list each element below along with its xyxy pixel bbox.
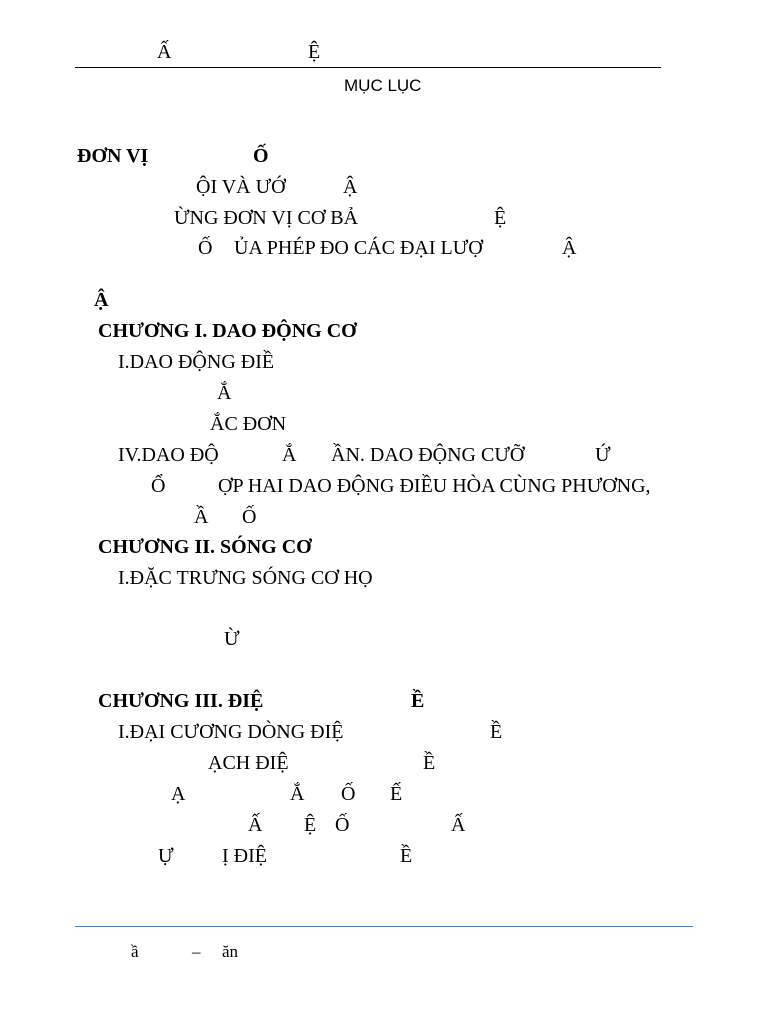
header-rule	[75, 67, 661, 68]
toc-line-3-b[interactable]: ỦA PHÉP ĐO CÁC ĐẠI LƯỢ	[234, 237, 483, 259]
toc-line-9-d[interactable]: Ứ	[595, 444, 611, 466]
header-right-text: Ệ	[308, 41, 321, 63]
toc-line-0-b[interactable]: Ố	[253, 145, 269, 167]
toc-line-16-b[interactable]: Ề	[490, 721, 503, 743]
toc-chapter-2[interactable]: CHƯƠNG II. SÓNG CƠ	[98, 536, 312, 558]
toc-line-19-b[interactable]: Ệ	[304, 814, 317, 836]
toc-line-19-c[interactable]: Ố	[335, 814, 350, 836]
toc-chapter-3-b[interactable]: Ề	[411, 690, 425, 712]
toc-line-2-a[interactable]: ỪNG ĐƠN VỊ CƠ BẢ	[174, 207, 359, 229]
toc-line-10-b[interactable]: ỢP HAI DAO ĐỘNG ĐIỀU HÒA CÙNG PHƯƠNG,	[218, 475, 651, 497]
toc-line-7[interactable]: Ắ	[217, 382, 232, 404]
toc-line-9-c[interactable]: ẦN. DAO ĐỘNG CƯỠ	[331, 444, 525, 466]
toc-line-17-a[interactable]: ẠCH ĐIỆ	[208, 752, 289, 774]
toc-line-4[interactable]: Ậ	[94, 289, 109, 311]
toc-line-1-a[interactable]: ỘI VÀ ƯỚ	[196, 176, 286, 198]
toc-line-13[interactable]: I.ĐẶC TRƯNG SÓNG CƠ HỌ	[118, 567, 373, 589]
toc-line-14[interactable]: Ừ	[224, 628, 240, 650]
toc-line-8[interactable]: ẮC ĐƠN	[210, 413, 287, 435]
toc-line-9-b[interactable]: Ắ	[282, 444, 297, 466]
toc-line-20-b[interactable]: Ị ĐIỆ	[222, 845, 267, 867]
toc-line-3-a[interactable]: Ố	[198, 237, 213, 259]
toc-line-3-c[interactable]: Ậ	[562, 237, 577, 259]
toc-line-18-b[interactable]: Ắ	[290, 783, 305, 805]
toc-line-20-a[interactable]: Ự	[158, 845, 174, 867]
toc-line-18-d[interactable]: Ế	[390, 783, 403, 805]
toc-line-1-b[interactable]: Ậ	[343, 176, 358, 198]
footer-dash: –	[192, 942, 201, 961]
toc-line-9-a[interactable]: IV.DAO ĐỘ	[118, 444, 219, 466]
toc-line-20-c[interactable]: Ề	[400, 845, 413, 867]
toc-line-16-a[interactable]: I.ĐẠI CƯƠNG DÒNG ĐIỆ	[118, 721, 344, 743]
toc-line-11-a[interactable]: Ầ	[194, 506, 209, 528]
footer-rule	[75, 926, 693, 927]
toc-chapter-1[interactable]: CHƯƠNG I. DAO ĐỘNG CƠ	[98, 320, 357, 342]
page-title: MỤC LỤC	[344, 76, 422, 95]
header-left-text: Ấ	[157, 41, 172, 63]
footer-right-text: ăn	[222, 942, 239, 961]
footer-left-text: ầ	[131, 942, 139, 961]
toc-line-19-d[interactable]: Ấ	[451, 814, 466, 836]
toc-line-2-b[interactable]: Ệ	[494, 207, 507, 229]
toc-line-18-a[interactable]: Ạ	[171, 783, 186, 805]
toc-line-0-a[interactable]: ĐƠN VỊ	[77, 145, 149, 167]
toc-line-11-b[interactable]: Ố	[242, 506, 257, 528]
toc-line-18-c[interactable]: Ố	[341, 783, 356, 805]
toc-line-17-b[interactable]: Ề	[423, 752, 436, 774]
toc-chapter-3-a[interactable]: CHƯƠNG III. ĐIỆ	[98, 690, 264, 712]
toc-line-19-a[interactable]: Ấ	[248, 814, 263, 836]
toc-line-10-a[interactable]: Ổ	[151, 475, 166, 497]
toc-line-6[interactable]: I.DAO ĐỘNG ĐIỀ	[118, 351, 275, 373]
